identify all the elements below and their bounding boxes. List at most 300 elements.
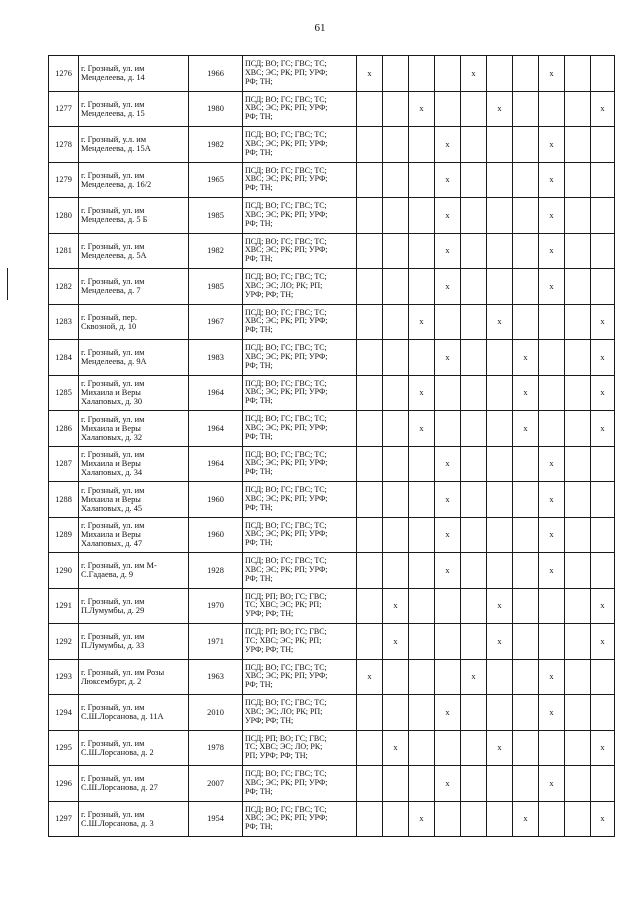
row-number-cell: 1277 (49, 91, 79, 127)
period-mark-cell (513, 269, 539, 305)
period-mark-cell: x (357, 659, 383, 695)
period-mark-cell (383, 162, 409, 198)
row-number-cell: 1292 (49, 624, 79, 660)
services-cell: ПСД; ВО; ГС; ГВС; ТС; ХВС; ЭС; РК; РП; УРФ; РФ; ТН; (243, 659, 357, 695)
row-number-cell: 1296 (49, 766, 79, 802)
period-mark-cell (357, 269, 383, 305)
period-mark-cell (565, 446, 591, 482)
period-mark-cell (409, 659, 435, 695)
period-mark-cell (513, 730, 539, 766)
period-mark-cell (357, 162, 383, 198)
period-mark-cell (591, 233, 615, 269)
period-mark-cell: x (539, 695, 565, 731)
period-mark-cell (461, 517, 487, 553)
year-cell: 1960 (189, 482, 243, 518)
period-mark-cell: x (435, 482, 461, 518)
period-mark-cell (435, 411, 461, 447)
table-row (49, 127, 615, 163)
period-mark-cell (357, 730, 383, 766)
period-mark-cell (565, 269, 591, 305)
period-mark-cell (487, 695, 513, 731)
period-mark-cell (591, 127, 615, 163)
period-mark-cell (513, 482, 539, 518)
address-cell: г. Грозный, ул. им Розы Люксембург, д. 2 (79, 659, 189, 695)
year-cell: 1954 (189, 801, 243, 837)
period-mark-cell (565, 553, 591, 589)
services-cell: ПСД; ВО; ГС; ГВС; ТС; ХВС; ЭС; РК; РП; УРФ; РФ; ТН; (243, 375, 357, 411)
table-row (49, 695, 615, 731)
address-cell: г. Грозный, ул. им М- С.Гадаева, д. 9 (79, 553, 189, 589)
period-mark-cell (435, 375, 461, 411)
row-number-cell: 1278 (49, 127, 79, 163)
row-number-cell: 1284 (49, 340, 79, 376)
services-cell: ПСД; ВО; ГС; ГВС; ТС; ХВС; ЭС; РК; РП; УРФ; РФ; ТН; (243, 91, 357, 127)
period-mark-cell: x (435, 446, 461, 482)
period-mark-cell: x (591, 304, 615, 340)
page-number: 61 (314, 22, 326, 34)
period-mark-cell (435, 56, 461, 92)
period-mark-cell (565, 517, 591, 553)
period-mark-cell (383, 91, 409, 127)
period-mark-cell (357, 553, 383, 589)
row-number-cell: 1280 (49, 198, 79, 234)
period-mark-cell (461, 304, 487, 340)
period-mark-cell (383, 517, 409, 553)
table-row (49, 162, 615, 198)
period-mark-cell: x (591, 375, 615, 411)
address-cell: г. Грозный, ул. им Михаила и Веры Халаповых, д. 32 (79, 411, 189, 447)
period-mark-cell: x (539, 233, 565, 269)
period-mark-cell: x (539, 162, 565, 198)
period-mark-cell (409, 162, 435, 198)
address-cell: г. Грозный, ул. им Менделеева, д. 5 Б (79, 198, 189, 234)
period-mark-cell: x (357, 56, 383, 92)
period-mark-cell: x (435, 233, 461, 269)
period-mark-cell: x (539, 269, 565, 305)
period-mark-cell (513, 304, 539, 340)
period-mark-cell (539, 375, 565, 411)
period-mark-cell (565, 304, 591, 340)
period-mark-cell (461, 482, 487, 518)
period-mark-cell: x (435, 198, 461, 234)
address-cell: г. Грозный, ул. им Михаила и Веры Халаповых, д. 47 (79, 517, 189, 553)
period-mark-cell: x (513, 340, 539, 376)
period-mark-cell: x (409, 411, 435, 447)
period-mark-cell: x (435, 127, 461, 163)
period-mark-cell: x (513, 375, 539, 411)
period-mark-cell (487, 553, 513, 589)
period-mark-cell (357, 304, 383, 340)
period-mark-cell (461, 91, 487, 127)
period-mark-cell (383, 482, 409, 518)
address-cell: г. Грозный, ул. им Менделеева, д. 9А (79, 340, 189, 376)
period-mark-cell (383, 553, 409, 589)
row-number-cell: 1297 (49, 801, 79, 837)
period-mark-cell (435, 659, 461, 695)
row-number-cell: 1276 (49, 56, 79, 92)
period-mark-cell (383, 375, 409, 411)
period-mark-cell (539, 730, 565, 766)
period-mark-cell (539, 340, 565, 376)
period-mark-cell (565, 695, 591, 731)
row-number-cell: 1293 (49, 659, 79, 695)
period-mark-cell (383, 695, 409, 731)
period-mark-cell: x (461, 659, 487, 695)
period-mark-cell (487, 162, 513, 198)
period-mark-cell: x (591, 730, 615, 766)
period-mark-cell (539, 411, 565, 447)
period-mark-cell (565, 411, 591, 447)
row-number-cell: 1279 (49, 162, 79, 198)
period-mark-cell (565, 162, 591, 198)
year-cell: 1971 (189, 624, 243, 660)
period-mark-cell (539, 304, 565, 340)
year-cell: 1970 (189, 588, 243, 624)
address-cell: г. Грозный, ул. им Менделеева, д. 15 (79, 91, 189, 127)
period-mark-cell (565, 482, 591, 518)
period-mark-cell (435, 624, 461, 660)
services-cell: ПСД; ВО; ГС; ГВС; ТС; ХВС; ЭС; РК; РП; УРФ; РФ; ТН; (243, 553, 357, 589)
period-mark-cell (565, 801, 591, 837)
period-mark-cell (461, 801, 487, 837)
address-cell: г. Грозный, ул. им П.Лумумбы, д. 33 (79, 624, 189, 660)
period-mark-cell (383, 233, 409, 269)
services-cell: ПСД; ВО; ГС; ГВС; ТС; ХВС; ЭС; ЛО; РК; РП; УРФ; РФ; ТН; (243, 695, 357, 731)
period-mark-cell (461, 766, 487, 802)
services-cell: ПСД; ВО; ГС; ГВС; ТС; ХВС; ЭС; РК; РП; УРФ; РФ; ТН; (243, 340, 357, 376)
row-number-cell: 1287 (49, 446, 79, 482)
period-mark-cell: x (539, 517, 565, 553)
period-mark-cell (565, 766, 591, 802)
period-mark-cell (383, 56, 409, 92)
period-mark-cell: x (539, 127, 565, 163)
period-mark-cell (565, 91, 591, 127)
table-row (49, 588, 615, 624)
period-mark-cell (513, 695, 539, 731)
address-cell: г. Грозный, ул. им Михаила и Веры Халаповых, д. 34 (79, 446, 189, 482)
services-cell: ПСД; ВО; ГС; ГВС; ТС; ХВС; ЭС; РК; РП; УРФ; РФ; ТН; (243, 517, 357, 553)
period-mark-cell (565, 659, 591, 695)
period-mark-cell (357, 801, 383, 837)
period-mark-cell: x (383, 588, 409, 624)
period-mark-cell (357, 517, 383, 553)
year-cell: 1978 (189, 730, 243, 766)
period-mark-cell (383, 411, 409, 447)
period-mark-cell (513, 624, 539, 660)
row-number-cell: 1289 (49, 517, 79, 553)
year-cell: 1965 (189, 162, 243, 198)
table-row (49, 624, 615, 660)
period-mark-cell (409, 517, 435, 553)
period-mark-cell: x (539, 766, 565, 802)
period-mark-cell (487, 340, 513, 376)
period-mark-cell: x (513, 801, 539, 837)
period-mark-cell (461, 340, 487, 376)
period-mark-cell (357, 375, 383, 411)
year-cell: 2010 (189, 695, 243, 731)
year-cell: 1964 (189, 375, 243, 411)
services-cell: ПСД; ВО; ГС; ГВС; ТС; ХВС; ЭС; РК; РП; УРФ; РФ; ТН; (243, 56, 357, 92)
period-mark-cell (357, 340, 383, 376)
margin-mark (7, 268, 8, 300)
services-cell: ПСД; РП; ВО; ГС; ГВС; ТС; ХВС; ЭС; РК; РП; УРФ; РФ; ТН; (243, 588, 357, 624)
table-row (49, 91, 615, 127)
period-mark-cell (461, 553, 487, 589)
period-mark-cell (487, 375, 513, 411)
period-mark-cell (409, 766, 435, 802)
period-mark-cell (461, 162, 487, 198)
period-mark-cell: x (435, 517, 461, 553)
period-mark-cell (435, 304, 461, 340)
period-mark-cell (513, 91, 539, 127)
period-mark-cell (409, 198, 435, 234)
housing-registry-table (48, 55, 615, 837)
address-cell: г. Грозный, ул. им С.Ш.Лорсанова, д. 3 (79, 801, 189, 837)
period-mark-cell (409, 269, 435, 305)
table-row (49, 553, 615, 589)
period-mark-cell (461, 198, 487, 234)
address-cell: г. Грозный, ул. им Менделеева, д. 7 (79, 269, 189, 305)
services-cell: ПСД; ВО; ГС; ГВС; ТС; ХВС; ЭС; РК; РП; УРФ; РФ; ТН; (243, 233, 357, 269)
row-number-cell: 1295 (49, 730, 79, 766)
year-cell: 1966 (189, 56, 243, 92)
period-mark-cell (383, 766, 409, 802)
row-number-cell: 1288 (49, 482, 79, 518)
period-mark-cell (487, 198, 513, 234)
period-mark-cell: x (591, 801, 615, 837)
period-mark-cell (357, 411, 383, 447)
period-mark-cell (383, 269, 409, 305)
table-row (49, 659, 615, 695)
address-cell: г. Грозный, ул. им Михаила и Веры Халаповых, д. 30 (79, 375, 189, 411)
period-mark-cell (513, 446, 539, 482)
period-mark-cell: x (383, 730, 409, 766)
period-mark-cell (487, 411, 513, 447)
period-mark-cell (591, 446, 615, 482)
period-mark-cell (383, 304, 409, 340)
period-mark-cell: x (487, 730, 513, 766)
address-cell: г. Грозный, ул. им С.Ш.Лорсанова, д. 27 (79, 766, 189, 802)
period-mark-cell (383, 446, 409, 482)
table-row (49, 198, 615, 234)
period-mark-cell: x (539, 446, 565, 482)
period-mark-cell (409, 233, 435, 269)
period-mark-cell: x (539, 659, 565, 695)
period-mark-cell (487, 56, 513, 92)
row-number-cell: 1291 (49, 588, 79, 624)
period-mark-cell: x (591, 411, 615, 447)
period-mark-cell (357, 198, 383, 234)
table-row (49, 730, 615, 766)
year-cell: 1982 (189, 233, 243, 269)
period-mark-cell (409, 624, 435, 660)
period-mark-cell (357, 695, 383, 731)
period-mark-cell (357, 127, 383, 163)
period-mark-cell (383, 659, 409, 695)
period-mark-cell: x (591, 340, 615, 376)
year-cell: 1928 (189, 553, 243, 589)
period-mark-cell (357, 766, 383, 802)
period-mark-cell (461, 624, 487, 660)
period-mark-cell (487, 233, 513, 269)
address-cell: г. Грозный, ул. им Михаила и Веры Халаповых, д. 45 (79, 482, 189, 518)
period-mark-cell (565, 624, 591, 660)
year-cell: 1985 (189, 198, 243, 234)
period-mark-cell (539, 801, 565, 837)
services-cell: ПСД; ВО; ГС; ГВС; ТС; ХВС; ЭС; РК; РП; УРФ; РФ; ТН; (243, 198, 357, 234)
period-mark-cell: x (539, 482, 565, 518)
period-mark-cell (357, 482, 383, 518)
services-cell: ПСД; ВО; ГС; ГВС; ТС; ХВС; ЭС; РК; РП; УРФ; РФ; ТН; (243, 127, 357, 163)
period-mark-cell (357, 446, 383, 482)
year-cell: 1964 (189, 446, 243, 482)
period-mark-cell (357, 91, 383, 127)
period-mark-cell (539, 588, 565, 624)
period-mark-cell (513, 127, 539, 163)
address-cell: г. Грозный, ул. им С.Ш.Лорсанова, д. 2 (79, 730, 189, 766)
period-mark-cell (565, 56, 591, 92)
services-cell: ПСД; ВО; ГС; ГВС; ТС; ХВС; ЭС; РК; РП; УРФ; РФ; ТН; (243, 411, 357, 447)
period-mark-cell (591, 269, 615, 305)
period-mark-cell: x (409, 801, 435, 837)
address-cell: г. Грозный, ул. им С.Ш.Лорсанова, д. 11А (79, 695, 189, 731)
year-cell: 1983 (189, 340, 243, 376)
year-cell: 1960 (189, 517, 243, 553)
row-number-cell: 1290 (49, 553, 79, 589)
table-row (49, 517, 615, 553)
period-mark-cell (461, 233, 487, 269)
period-mark-cell (539, 91, 565, 127)
period-mark-cell (383, 801, 409, 837)
period-mark-cell: x (539, 198, 565, 234)
period-mark-cell: x (435, 162, 461, 198)
period-mark-cell (591, 695, 615, 731)
period-mark-cell: x (539, 56, 565, 92)
period-mark-cell (591, 766, 615, 802)
period-mark-cell (461, 411, 487, 447)
period-mark-cell (513, 553, 539, 589)
period-mark-cell (487, 446, 513, 482)
period-mark-cell (357, 624, 383, 660)
address-cell: г. Грозный, ул. им Менделеева, д. 14 (79, 56, 189, 92)
table-row (49, 801, 615, 837)
year-cell: 2007 (189, 766, 243, 802)
period-mark-cell (409, 446, 435, 482)
row-number-cell: 1281 (49, 233, 79, 269)
period-mark-cell (487, 127, 513, 163)
period-mark-cell (383, 127, 409, 163)
period-mark-cell (383, 198, 409, 234)
services-cell: ПСД; РП; ВО; ГС; ГВС; ТС; ХВС; ЭС; РК; РП; УРФ; РФ; ТН; (243, 624, 357, 660)
period-mark-cell (409, 127, 435, 163)
period-mark-cell: x (409, 375, 435, 411)
period-mark-cell (435, 588, 461, 624)
period-mark-cell (565, 588, 591, 624)
period-mark-cell (591, 517, 615, 553)
period-mark-cell (487, 269, 513, 305)
year-cell: 1982 (189, 127, 243, 163)
period-mark-cell: x (487, 624, 513, 660)
period-mark-cell: x (591, 624, 615, 660)
table-row (49, 411, 615, 447)
services-cell: ПСД; ВО; ГС; ГВС; ТС; ХВС; ЭС; РК; РП; УРФ; РФ; ТН; (243, 801, 357, 837)
period-mark-cell (435, 91, 461, 127)
period-mark-cell (591, 659, 615, 695)
table-row (49, 766, 615, 802)
period-mark-cell (487, 482, 513, 518)
services-cell: ПСД; ВО; ГС; ГВС; ТС; ХВС; ЭС; РК; РП; УРФ; РФ; ТН; (243, 446, 357, 482)
period-mark-cell (565, 198, 591, 234)
period-mark-cell (409, 588, 435, 624)
period-mark-cell (409, 695, 435, 731)
period-mark-cell (487, 766, 513, 802)
period-mark-cell (409, 340, 435, 376)
period-mark-cell (591, 482, 615, 518)
period-mark-cell (591, 162, 615, 198)
period-mark-cell (409, 730, 435, 766)
table-row (49, 375, 615, 411)
period-mark-cell (513, 56, 539, 92)
year-cell: 1980 (189, 91, 243, 127)
period-mark-cell (461, 375, 487, 411)
row-number-cell: 1286 (49, 411, 79, 447)
row-number-cell: 1283 (49, 304, 79, 340)
period-mark-cell (513, 162, 539, 198)
period-mark-cell (383, 340, 409, 376)
year-cell: 1963 (189, 659, 243, 695)
services-cell: ПСД; ВО; ГС; ГВС; ТС; ХВС; ЭС; РК; РП; УРФ; РФ; ТН; (243, 766, 357, 802)
period-mark-cell (487, 517, 513, 553)
period-mark-cell (409, 56, 435, 92)
row-number-cell: 1294 (49, 695, 79, 731)
period-mark-cell (513, 198, 539, 234)
period-mark-cell: x (435, 340, 461, 376)
period-mark-cell (565, 127, 591, 163)
period-mark-cell (513, 517, 539, 553)
period-mark-cell (461, 730, 487, 766)
table-row (49, 56, 615, 92)
period-mark-cell (513, 233, 539, 269)
period-mark-cell (461, 446, 487, 482)
address-cell: г. Грозный, ул. им П.Лумумбы, д. 29 (79, 588, 189, 624)
table-row (49, 304, 615, 340)
year-cell: 1967 (189, 304, 243, 340)
services-cell: ПСД; ВО; ГС; ГВС; ТС; ХВС; ЭС; РК; РП; УРФ; РФ; ТН; (243, 482, 357, 518)
period-mark-cell: x (487, 91, 513, 127)
period-mark-cell (487, 659, 513, 695)
period-mark-cell (513, 766, 539, 802)
address-cell: г. Грозный, пер. Сквозной, д. 10 (79, 304, 189, 340)
period-mark-cell (461, 127, 487, 163)
services-cell: ПСД; ВО; ГС; ГВС; ТС; ХВС; ЭС; РК; РП; УРФ; РФ; ТН; (243, 162, 357, 198)
row-number-cell: 1285 (49, 375, 79, 411)
period-mark-cell: x (461, 56, 487, 92)
table-row (49, 233, 615, 269)
period-mark-cell: x (487, 588, 513, 624)
period-mark-cell: x (591, 588, 615, 624)
period-mark-cell (565, 375, 591, 411)
period-mark-cell (461, 695, 487, 731)
period-mark-cell (409, 553, 435, 589)
period-mark-cell (357, 233, 383, 269)
period-mark-cell (591, 198, 615, 234)
table-row (49, 482, 615, 518)
period-mark-cell: x (539, 553, 565, 589)
address-cell: г. Грозный, у.л. им Менделеева, д. 15А (79, 127, 189, 163)
period-mark-cell: x (409, 304, 435, 340)
period-mark-cell (513, 659, 539, 695)
period-mark-cell (565, 730, 591, 766)
